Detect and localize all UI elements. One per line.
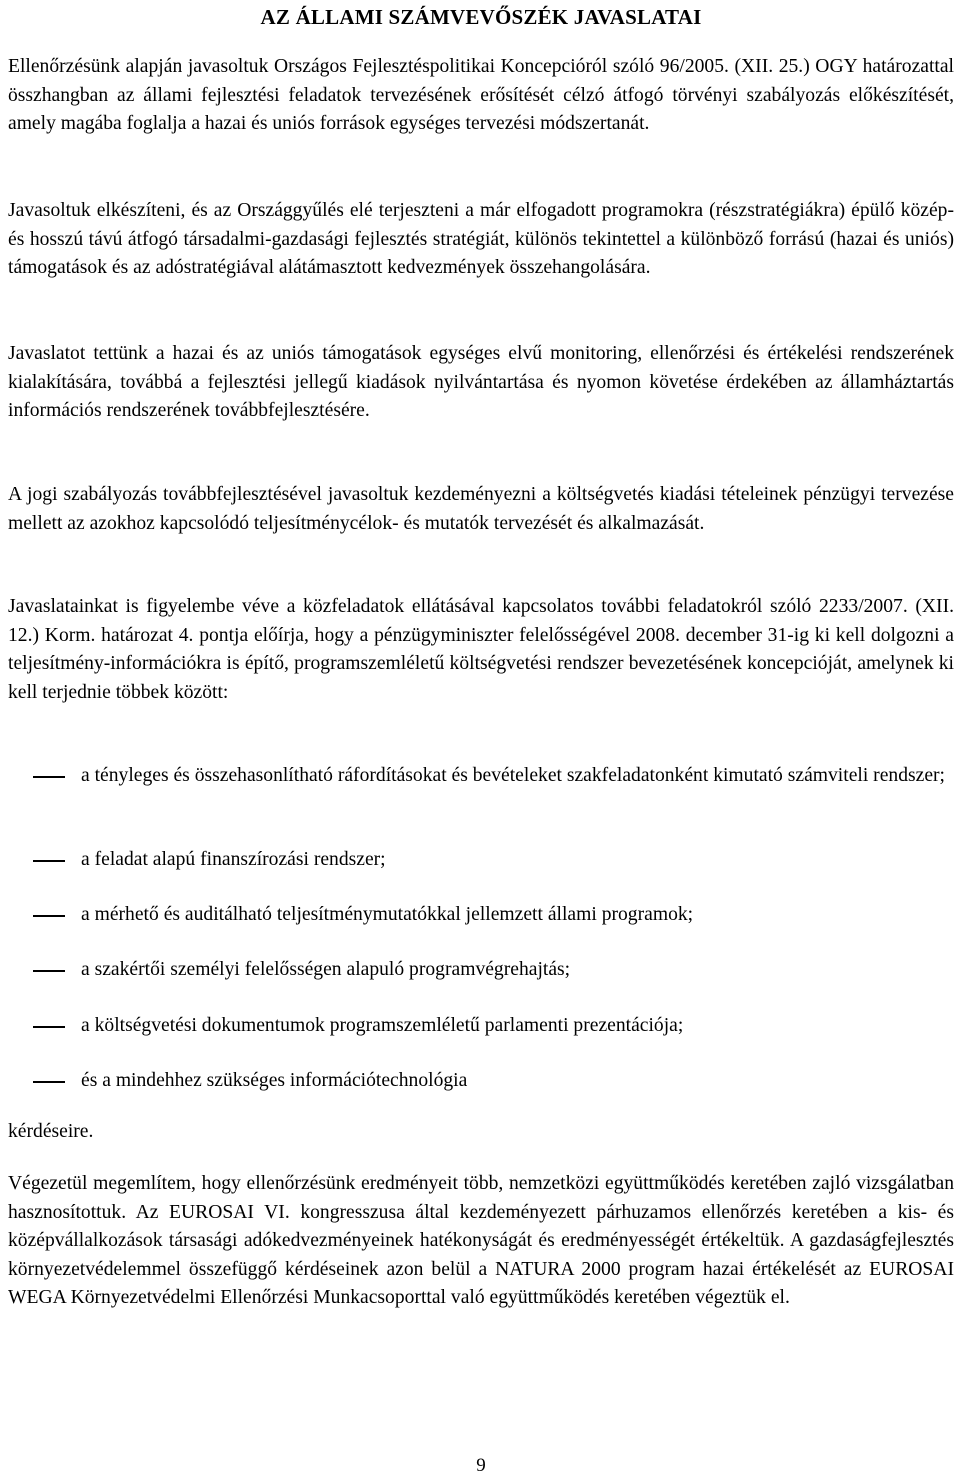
paragraph-1: Ellenőrzésünk alapján javasoltuk Országos Fejlesztéspolitikai Koncepcióról szóló 96/2005. (XII. 25.) OGY határozattal összhangban az állami fejlesztési feladatok tervezésének erősítését célzó átfogó törvényi szabályozás előkészítését, amely magába foglalja a hazai és uniós források egységes tervezési módszertanát. (8, 56, 954, 134)
dash-bullet-icon (33, 860, 65, 862)
dash-bullet-icon (33, 1026, 65, 1028)
dash-bullet-icon (33, 970, 65, 972)
list-closing-text: kérdéseire. (8, 1121, 94, 1142)
page-number: 9 (476, 1455, 486, 1476)
document-page (8, 0, 954, 1476)
dash-bullet-icon (33, 915, 65, 917)
list-item-text: a mérhető és auditálható teljesítménymutatókkal jellemzett állami programok; (81, 904, 694, 925)
dash-bullet-icon (33, 1081, 65, 1083)
list-item-text: a költségvetési dokumentumok programszemléletű parlamenti prezentációja; (81, 1015, 684, 1036)
final-paragraph: Végezetül megemlítem, hogy ellenőrzésünk eredményeit több, nemzetközi együttműködés keretében zajló vizsgálatban hasznosítottuk. Az EUROSAI VI. kongresszusa által kezdeményezett párhuzamos ellenőrzés keretében a kis- és középvállalkozások társasági adókedvezményeinek hatékonyságát és eredményességét értékeltük. A gazdaságfejlesztés környezetvédelemmel összefüggő kérdéseinek azon belül a NATURA 2000 program hazai értékelését az EUROSAI WEGA Környezetvédelmi Ellenőrzési Munkacsoporttal való együttműködés keretében végeztük el. (8, 1173, 954, 1308)
list-item-text: a feladat alapú finanszírozási rendszer; (81, 849, 386, 870)
dash-bullet-icon (33, 776, 65, 778)
list-item-text: a szakértői személyi felelősségen alapuló programvégrehajtás; (81, 959, 571, 980)
paragraph-4: A jogi szabályozás továbbfejlesztésével javasoltuk kezdeményezni a költségvetés kiadási tételeinek pénzügyi tervezése mellett az azokhoz kapcsolódó teljesítménycélok- és mutatók tervezését és alkalmazását. (8, 484, 954, 534)
document-title: AZ ÁLLAMI SZÁMVEVŐSZÉK JAVASLATAI (260, 5, 702, 29)
list-item-text: a tényleges és összehasonlítható ráfordításokat és bevételeket szakfeladatonként kimutató számviteli rendszer; (81, 765, 945, 786)
list-item-text: és a mindehhez szükséges információtechnológia (81, 1070, 468, 1091)
paragraph-3: Javaslatot tettünk a hazai és az uniós támogatások egységes elvű monitoring, ellenőrzési és értékelési rendszerének kialakítására, továbbá a fejlesztési jellegű kiadások nyilvántartása és nyomon követése érdekében az államháztartás információs rendszerének továbbfejlesztésére. (8, 343, 954, 421)
paragraph-2: Javasoltuk elkészíteni, és az Országgyűlés elé terjeszteni a már elfogadott programokra (részstratégiákra) épülő közép- és hosszú távú átfogó társadalmi-gazdasági fejlesztés stratégiát, különös tekintettel a különböző forrású (hazai és uniós) támogatások és az adóstratégiával alátámasztott kedvezmények összehangolására. (8, 200, 954, 278)
paragraph-5: Javaslatainkat is figyelembe véve a közfeladatok ellátásával kapcsolatos további feladatokról szóló 2233/2007. (XII. 12.) Korm. határozat 4. pontja előírja, hogy a pénzügyminiszter felelősségével 2008. december 31-ig ki kell dolgozni a teljesítmény-információkra is építő, programszemléletű költségvetési rendszer bevezetésének koncepcióját, amelynek ki kell terjednie többek között: (8, 596, 954, 703)
